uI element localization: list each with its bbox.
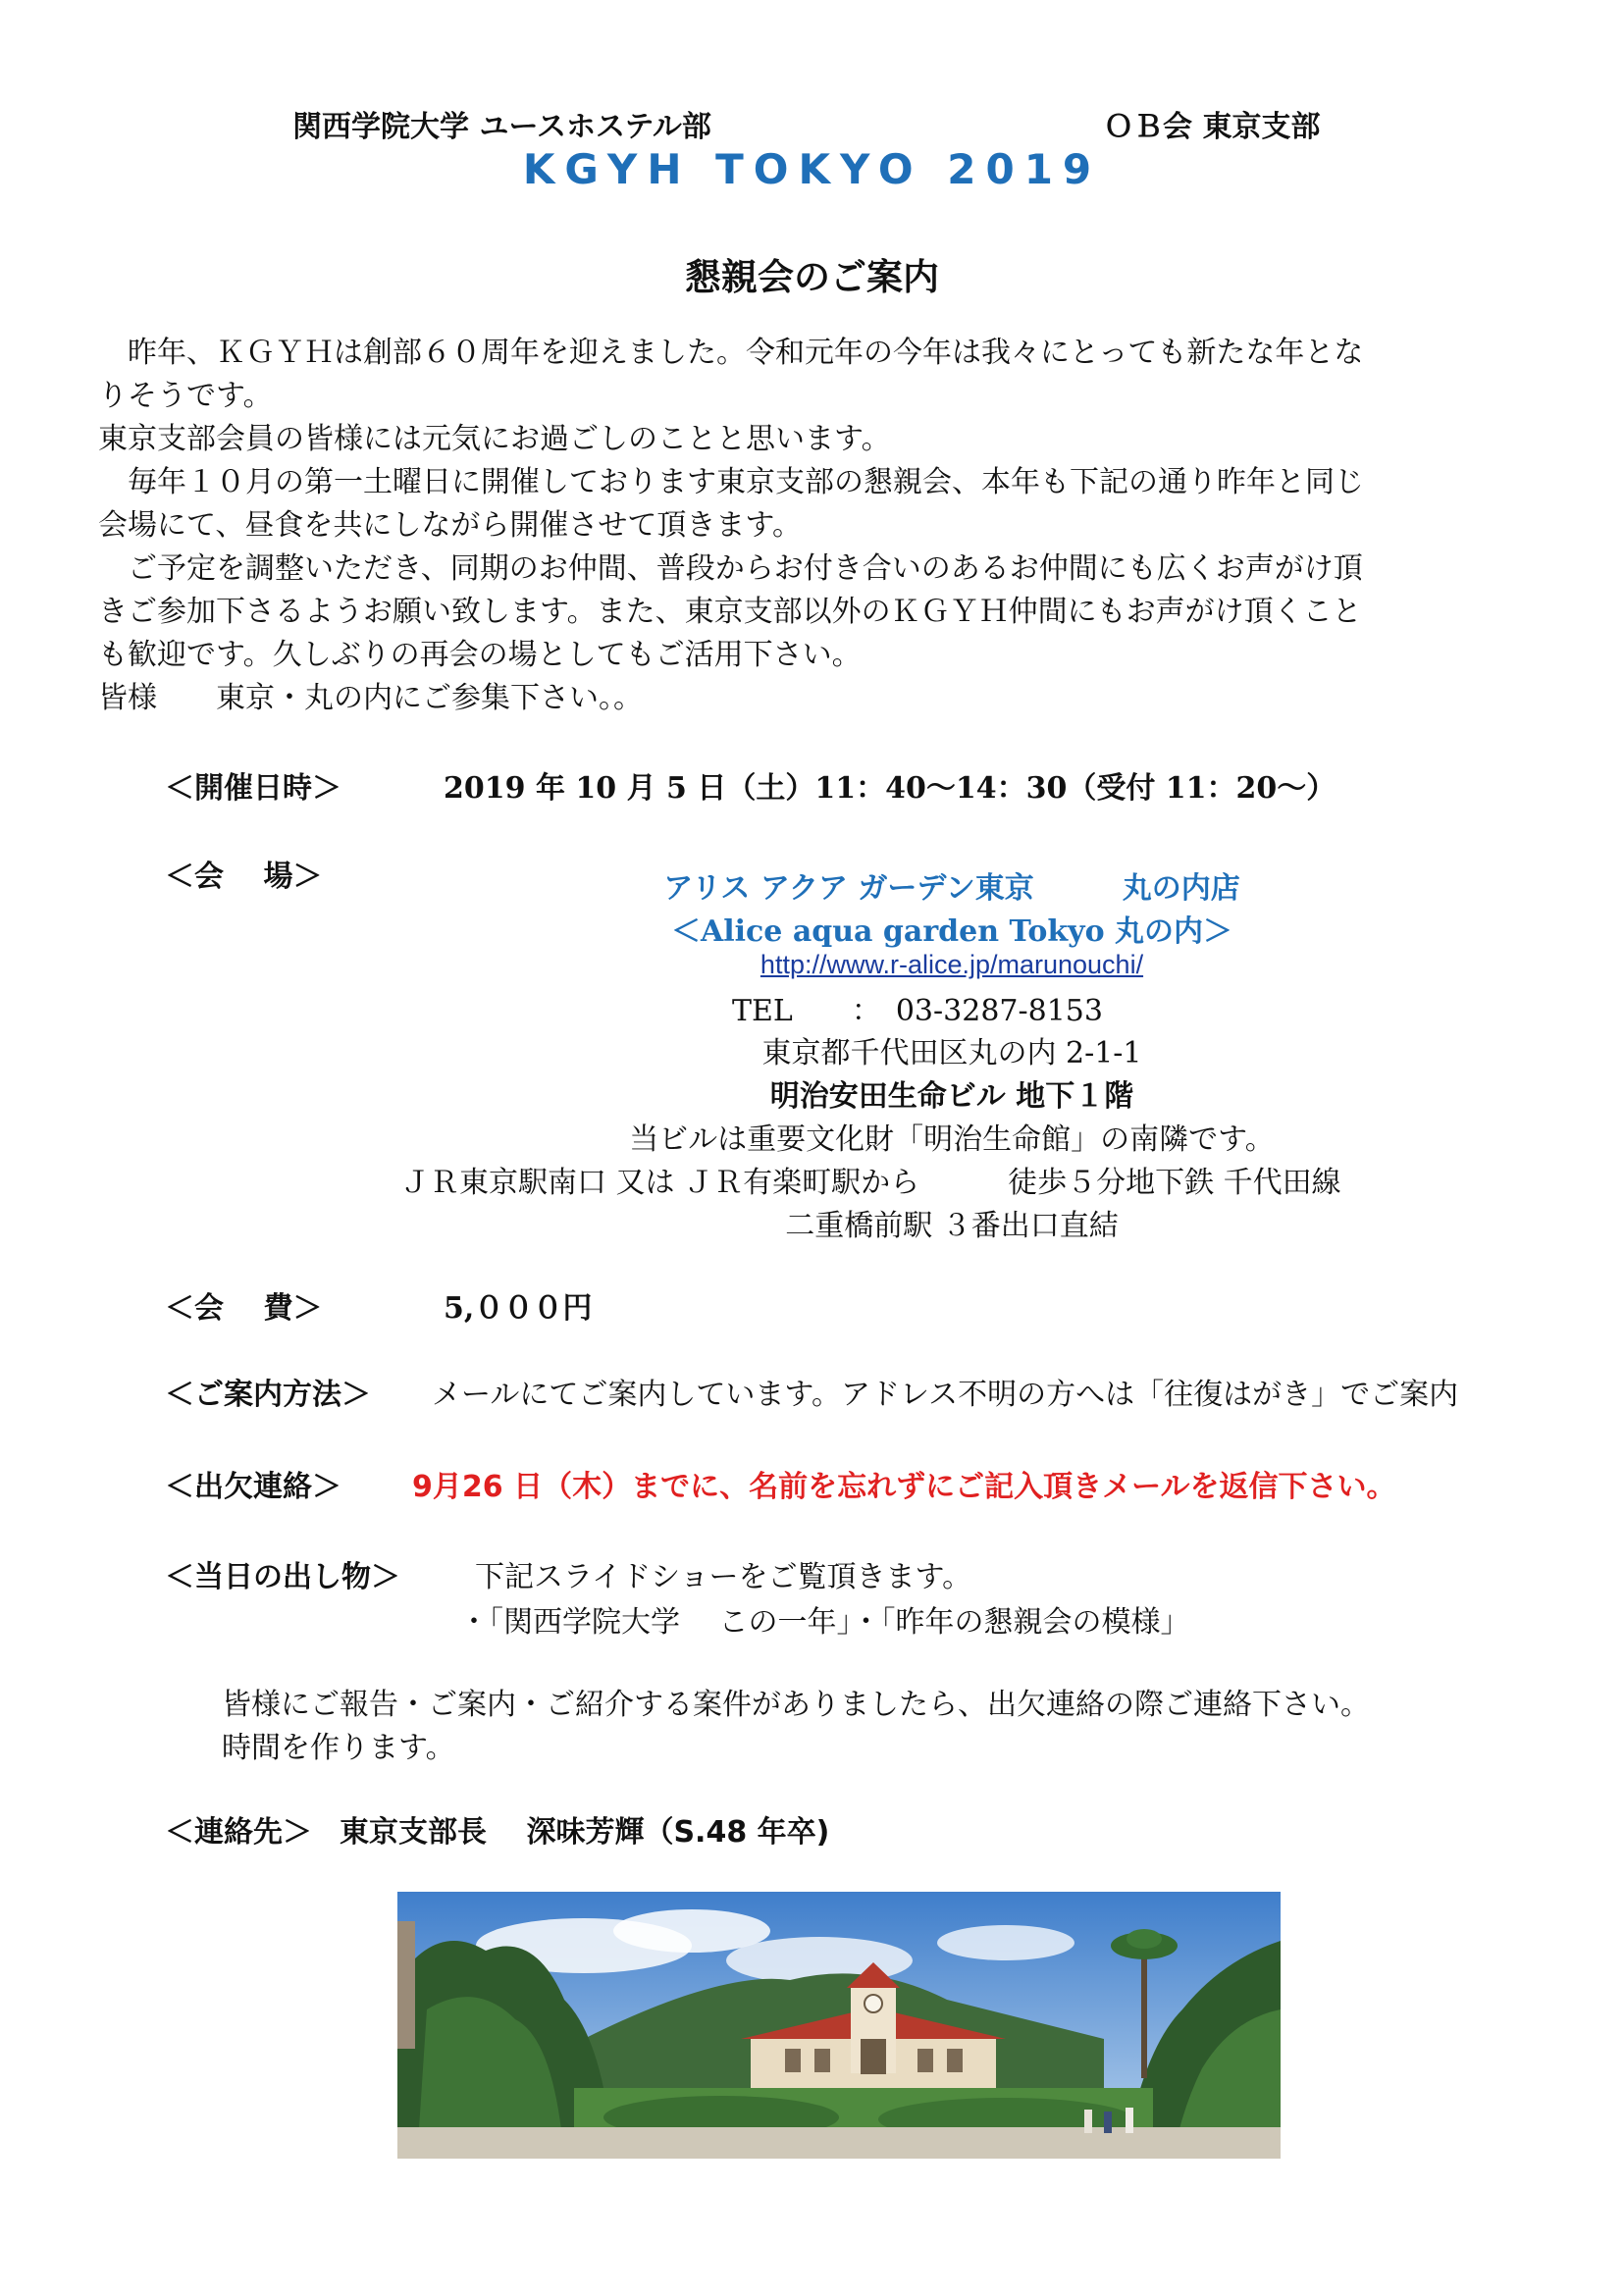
contact-label: ＜連絡先＞: [165, 1815, 312, 1850]
intro-line: きご参加下さるようお願い致します。また、東京支部以外のＫＧＹＨ仲間にもお声がけ頂くこと: [98, 595, 1362, 629]
header-org: 関西学院大学 ユースホステル部: [292, 110, 711, 144]
intro-line: 昨年、ＫＧＹＨは創部６０周年を迎えました。令和元年の今年は我々にとっても新たな年とな: [98, 336, 1364, 370]
intro-line: りそうです。: [98, 379, 273, 413]
method-value: メールにてご案内しています。アドレス不明の方へは「往復はがき」でご案内: [432, 1378, 1459, 1412]
venue-tel: TEL ： 03-3287-8153: [732, 994, 1103, 1028]
fee-value: 5,０００円: [444, 1291, 593, 1326]
intro-line: ご予定を調整いただき、同期のお仲間、普段からお付き合いのあるお仲間にも広くお声がけ頂: [98, 551, 1363, 586]
rsvp-value: 9月26 日（木）までに、名前を忘れずにご記入頂きメールを返信下さい。: [412, 1470, 1396, 1504]
datetime-value: 2019 年 10 月 5 日（土）11：40～14：30（受付 11：20～）: [444, 771, 1336, 806]
venue-access-station: 二重橋前駅 ３番出口直結: [785, 1209, 1119, 1243]
venue-note: 当ビルは重要文化財「明治生命館」の南隣です。: [629, 1122, 1275, 1157]
contact-value: 東京支部長 深味芳輝（S.48 年卒): [340, 1815, 830, 1850]
intro-line: も歓迎です。久しぶりの再会の場としてもご活用下さい。: [98, 638, 862, 672]
show-label: ＜当日の出し物＞: [165, 1560, 400, 1594]
note-line: 皆様にご報告・ご案内・ご紹介する案件がありましたら、出欠連絡の際ご連絡下さい。: [222, 1688, 1370, 1722]
venue-access: ＪＲ東京駅南口 又は ＪＲ有楽町駅から 徒歩５分地下鉄 千代田線: [400, 1166, 1341, 1200]
show-value: 下記スライドショーをご覧頂きます。: [475, 1560, 972, 1594]
intro-line: 東京支部会員の皆様には元気にお過ごしのことと思います。: [98, 422, 891, 456]
fee-label: ＜会 費＞: [165, 1291, 323, 1326]
intro-block: [98, 332, 1364, 720]
header-branch: ＯＢ会 東京支部: [1104, 110, 1321, 144]
venue-url-link[interactable]: http://www.r-alice.jp/marunouchi/: [760, 950, 1144, 979]
page-subtitle: 懇親会のご案内: [685, 256, 939, 298]
note-line: 時間を作ります。: [222, 1731, 455, 1765]
campus-photo: [397, 1892, 1281, 2159]
method-label: ＜ご案内方法＞: [165, 1378, 371, 1412]
venue-name-en: ＜Alice aqua garden Tokyo 丸の内＞: [670, 914, 1233, 949]
intro-line: 皆様 東京・丸の内にご参集下さい。。: [98, 681, 643, 715]
venue-building: 明治安田生命ビル 地下１階: [769, 1079, 1134, 1114]
intro-line: 毎年１０月の第一土曜日に開催しております東京支部の懇親会、本年も下記の通り昨年と同じ: [98, 465, 1364, 499]
venue-name: アリス アクア ガーデン東京 丸の内店: [663, 871, 1240, 906]
show-items: ・「関西学院大学 この一年」・「昨年の懇親会の模様」: [459, 1605, 1190, 1640]
datetime-label: ＜開催日時＞: [165, 771, 341, 806]
venue-address: 東京都千代田区丸の内 2-1-1: [761, 1036, 1142, 1070]
venue-label: ＜会 場＞: [165, 860, 323, 894]
page-title: KGYH TOKYO 2019: [522, 145, 1102, 193]
intro-line: 会場にて、昼食を共にしながら開催させて頂きます。: [98, 508, 802, 543]
rsvp-label: ＜出欠連絡＞: [165, 1470, 341, 1504]
